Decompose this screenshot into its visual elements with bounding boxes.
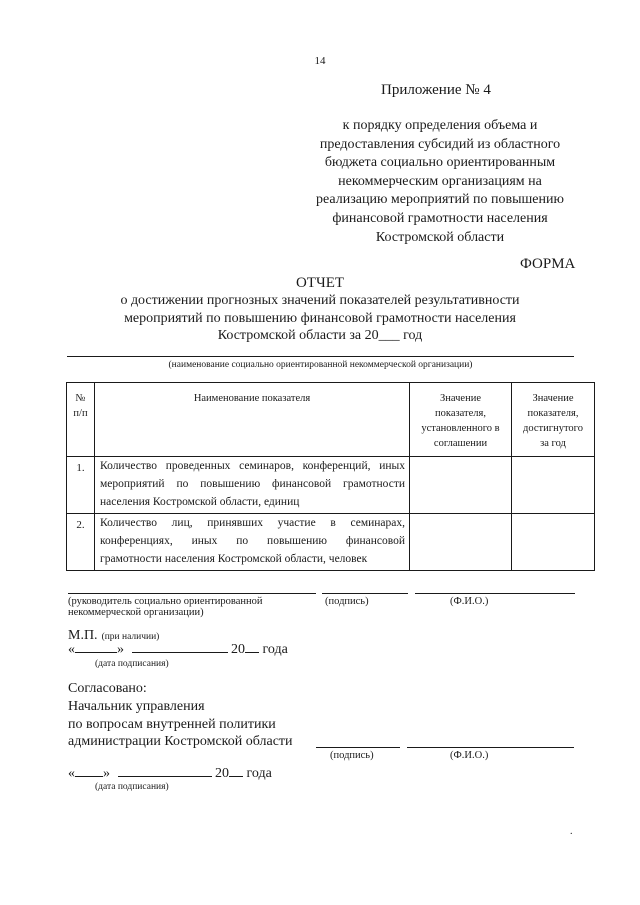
appendix-desc-line: к порядку определения объема и	[342, 118, 538, 133]
header-num: № п/п	[67, 383, 95, 457]
leader-caption: (руководитель социально ориентированной некоммерческой организации)	[68, 596, 263, 618]
table-header-row	[67, 383, 595, 457]
stamp-note: (при наличии)	[101, 632, 160, 642]
row-indicator-text: Количество лиц, принявших участие в семинарах, конференциях, иных по повышению финансовой грамотности населения Костромской области, человек	[95, 514, 410, 571]
agreed-label: Согласовано:	[68, 681, 147, 696]
sign-date-row: « » 20 года	[68, 642, 288, 657]
approver-fio-line[interactable]	[407, 746, 574, 748]
report-subtitle-line: о достижении прогнозных значений показателей результативности	[120, 293, 520, 308]
appendix-desc-line: Костромской области	[375, 229, 505, 245]
approver-signature-caption: (подпись)	[330, 750, 374, 761]
appendix-title: Приложение № 4	[381, 82, 491, 98]
approval-date-caption: (дата подписания)	[95, 782, 169, 792]
date-month-field[interactable]	[132, 640, 228, 653]
row-indicator-text: Количество проведенных семинаров, конференций, иных мероприятий по повышению финансовой грамотности населения Костромской области, единиц	[95, 457, 410, 514]
approval-date-month-field[interactable]	[118, 764, 212, 777]
indicators-table	[66, 382, 595, 571]
header-achieved-value: Значение показателя, достигнутого за год	[512, 383, 595, 457]
row-planned-value-cell[interactable]	[410, 514, 512, 571]
organization-name-field[interactable]	[67, 355, 574, 357]
approval-date-day-field[interactable]	[75, 764, 103, 777]
approver-fio-caption: (Ф.И.О.)	[450, 750, 489, 761]
row-planned-value-cell[interactable]	[410, 457, 512, 514]
leader-signature-line[interactable]	[322, 592, 408, 594]
appendix-desc-line: финансовой грамотности населения	[332, 210, 548, 226]
appendix-desc-line: бюджета социально ориентированным	[324, 155, 556, 171]
organization-name-caption: (наименование социально ориентированной некоммерческой организации)	[168, 360, 473, 370]
row-number: 2.	[67, 514, 95, 571]
appendix-desc-line: реализацию мероприятий по повышению	[316, 192, 564, 208]
leader-name-line[interactable]	[68, 592, 316, 594]
approver-position: Начальник управления по вопросам внутренней политики администрации Костромской области	[68, 699, 293, 749]
approver-signature-line[interactable]	[316, 746, 400, 748]
appendix-desc-line: предоставления субсидий из областного	[319, 136, 561, 152]
appendix-desc-line: некоммерческим организациям на	[338, 173, 542, 189]
header-indicator-name: Наименование показателя	[95, 383, 410, 457]
approval-date-year-field[interactable]	[229, 764, 243, 777]
page-number: 14	[314, 55, 326, 67]
table-row	[67, 457, 595, 514]
header-planned-value: Значение показателя, установленного в соглашении	[410, 383, 512, 457]
leader-fio-line[interactable]	[415, 592, 575, 594]
form-label: ФОРМА	[520, 256, 576, 272]
date-caption: (дата подписания)	[95, 659, 169, 669]
report-subtitle-line: мероприятий по повышению финансовой грамотности населения	[124, 310, 516, 326]
row-number: 1.	[67, 457, 95, 514]
fio-caption: (Ф.И.О.)	[450, 596, 489, 607]
corner-mark: .	[570, 826, 573, 837]
report-subtitle	[95, 292, 545, 345]
stamp-label: М.П.	[68, 628, 98, 643]
table-row	[67, 514, 595, 571]
report-subtitle-line: Костромской области за 20___ год	[217, 328, 423, 343]
row-achieved-value-cell[interactable]	[512, 514, 595, 571]
row-achieved-value-cell[interactable]	[512, 457, 595, 514]
signature-caption: (подпись)	[325, 596, 369, 607]
date-year-field[interactable]	[245, 640, 259, 653]
approval-date-row: « » 20 года	[68, 766, 272, 781]
date-day-field[interactable]	[75, 640, 117, 653]
report-title: ОТЧЕТ	[295, 275, 345, 291]
appendix-description	[290, 117, 590, 247]
